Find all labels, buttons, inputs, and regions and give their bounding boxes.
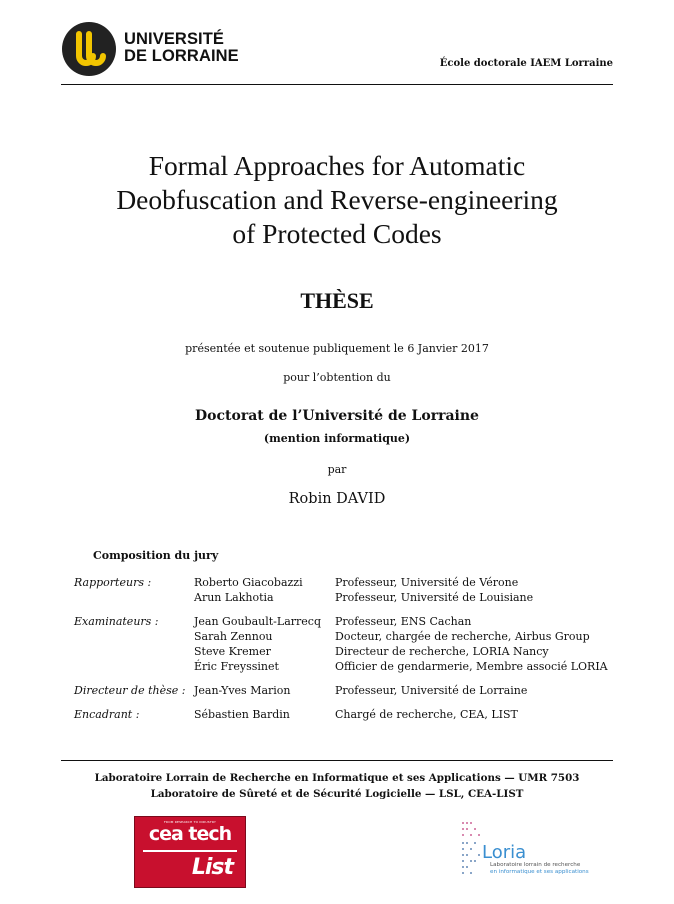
jury-members bbox=[194, 614, 634, 674]
jury-members bbox=[194, 707, 634, 722]
degree-mention: (mention informatique) bbox=[263, 432, 411, 445]
jury-member-position: Docteur, chargée de recherche, Airbus Group bbox=[335, 630, 590, 643]
jury-group bbox=[74, 575, 634, 605]
loria-wordmark: Loria bbox=[482, 842, 527, 863]
jury-member-name: Steve Kremer bbox=[194, 645, 271, 658]
jury-member-position: Professeur, ENS Cachan bbox=[335, 615, 472, 628]
bottom-divider bbox=[61, 760, 613, 761]
lab-line-1: Laboratoire Lorrain de Recherche en Informatique et ses Applications — UMR 7503 bbox=[94, 772, 580, 784]
thesis-title bbox=[40, 149, 634, 251]
jury-member-name: Éric Freyssinet bbox=[194, 660, 279, 673]
jury-member-name: Sébastien Bardin bbox=[194, 708, 290, 721]
jury-heading: Composition du jury bbox=[93, 549, 219, 562]
cea-tech-list-logo bbox=[134, 816, 246, 888]
thesis-title-line-1: Formal Approaches for Automatic bbox=[148, 150, 526, 181]
doctoral-school: École doctorale IAEM Lorraine bbox=[439, 58, 613, 69]
jury-members bbox=[194, 575, 634, 605]
list-text: List bbox=[191, 855, 233, 880]
jury-member bbox=[194, 707, 634, 722]
jury-member-position: Professeur, Université de Lorraine bbox=[335, 684, 528, 697]
jury-member-position: Directeur de recherche, LORIA Nancy bbox=[335, 645, 549, 658]
thesis-title-line-3: of Protected Codes bbox=[232, 218, 442, 249]
jury-member-position: Chargé de recherche, CEA, LIST bbox=[335, 708, 518, 721]
thesis-title-line-2: Deobfuscation and Reverse-engineering bbox=[116, 184, 558, 215]
jury-member-position: Officier de gendarmerie, Membre associé LORIA bbox=[335, 660, 608, 673]
jury-member bbox=[194, 644, 634, 659]
defense-date-line: présentée et soutenue publiquement le 6 Janvier 2017 bbox=[185, 342, 489, 355]
university-logo-text bbox=[124, 31, 239, 65]
document-type: THÈSE bbox=[300, 288, 374, 313]
jury-member-name: Jean Goubault-Larrecq bbox=[194, 615, 321, 628]
by-label: par bbox=[327, 463, 347, 476]
jury-member bbox=[194, 629, 634, 644]
jury-member bbox=[194, 659, 634, 674]
jury-member-name: Arun Lakhotia bbox=[194, 591, 274, 604]
jury-role: Examinateurs : bbox=[74, 615, 159, 628]
purpose-line: pour l’obtention du bbox=[283, 371, 391, 384]
jury-group bbox=[74, 707, 634, 722]
top-divider bbox=[61, 84, 613, 85]
jury-members bbox=[194, 683, 634, 698]
jury-group bbox=[74, 683, 634, 698]
jury-role: Encadrant : bbox=[74, 708, 140, 721]
author-name: Robin DAVID bbox=[288, 491, 386, 507]
jury-member bbox=[194, 683, 634, 698]
jury-member-name: Sarah Zennou bbox=[194, 630, 273, 643]
jury-member bbox=[194, 614, 634, 629]
cea-tech-text: cea tech bbox=[148, 823, 232, 845]
university-line-2: DE LORRAINE bbox=[124, 47, 239, 65]
jury-member-position: Professeur, Université de Louisiane bbox=[335, 591, 534, 604]
cea-logo-divider bbox=[143, 850, 237, 852]
loria-subtitle-1: Laboratoire lorrain de recherche bbox=[490, 862, 581, 868]
jury-role: Directeur de thèse : bbox=[74, 684, 186, 697]
cea-tagline: FROM RESEARCH TO INDUSTRY bbox=[163, 820, 217, 824]
jury-role: Rapporteurs : bbox=[74, 576, 152, 589]
jury-table bbox=[74, 575, 634, 731]
lab-line-2: Laboratoire de Sûreté et de Sécurité Logicielle — LSL, CEA-LIST bbox=[150, 788, 524, 800]
jury-member bbox=[194, 590, 634, 605]
jury-member-name: Roberto Giacobazzi bbox=[194, 576, 303, 589]
university-line-1: UNIVERSITÉ bbox=[124, 30, 225, 48]
jury-member bbox=[194, 575, 634, 590]
jury-member-name: Jean-Yves Marion bbox=[194, 684, 291, 697]
jury-member-position: Professeur, Université de Vérone bbox=[335, 576, 519, 589]
loria-logo bbox=[460, 820, 590, 880]
loria-subtitle-2: en informatique et ses applications bbox=[490, 869, 589, 875]
universite-lorraine-logo-icon bbox=[62, 22, 116, 76]
jury-group bbox=[74, 614, 634, 674]
degree-title: Doctorat de l’Université de Lorraine bbox=[195, 408, 479, 424]
